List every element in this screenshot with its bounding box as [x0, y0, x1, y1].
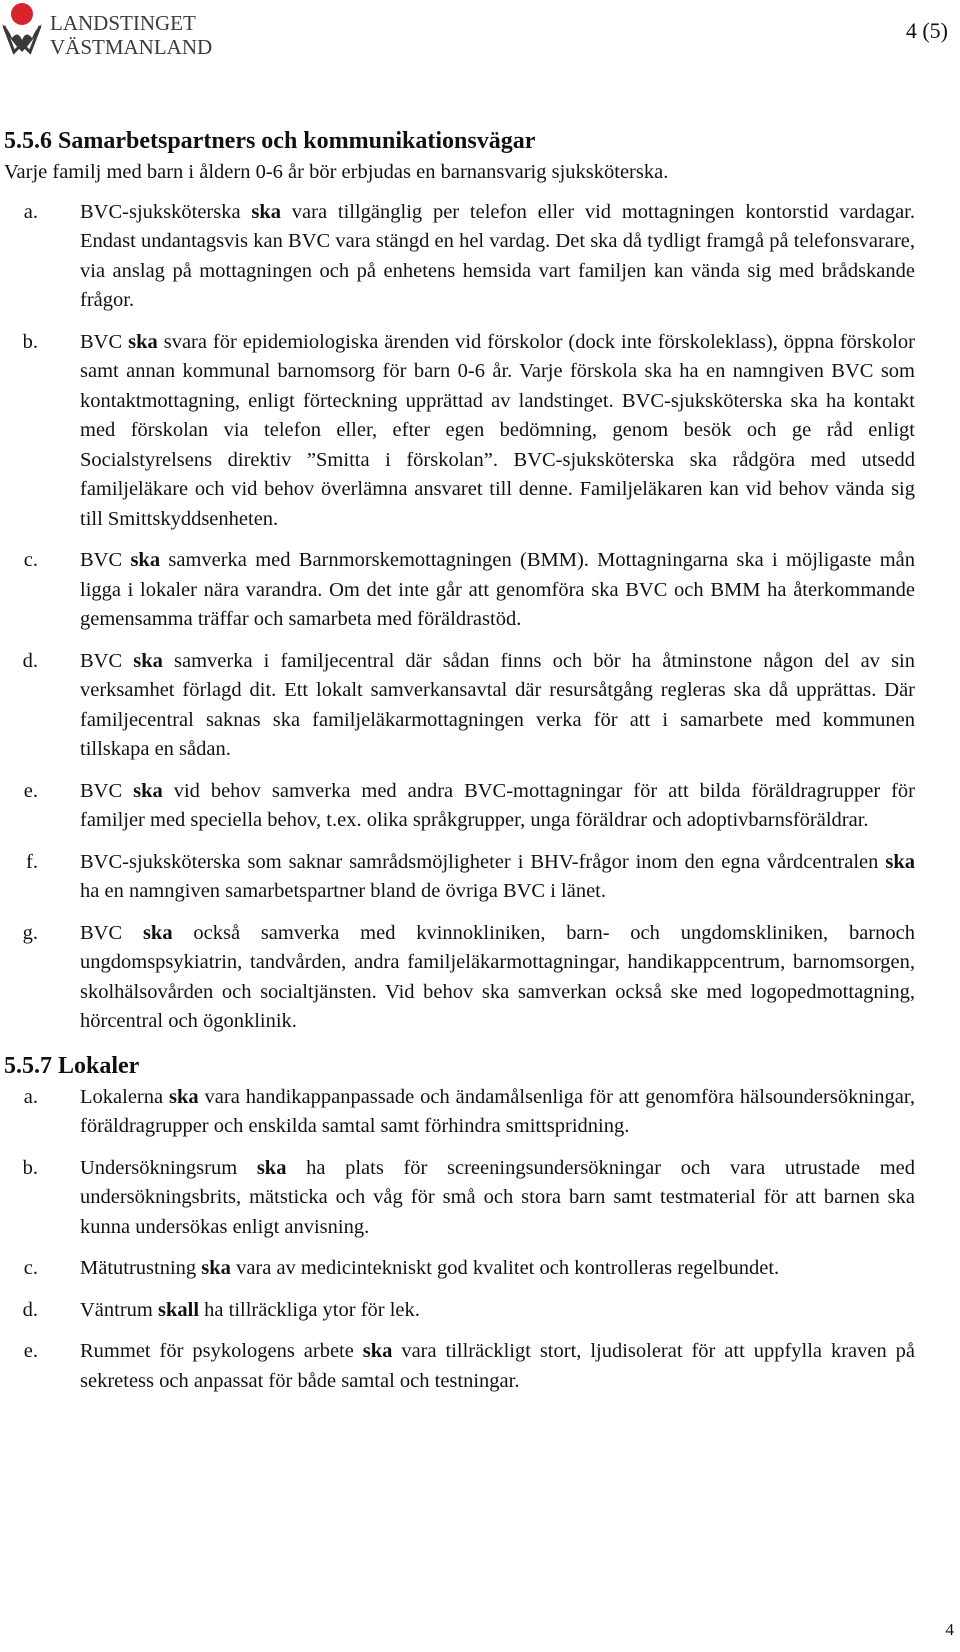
footer-page-number: 4 — [945, 1620, 954, 1639]
list-item-letter: f. — [26, 850, 38, 873]
list-item-emphasis: skall — [158, 1298, 200, 1321]
list-item-text — [80, 777, 915, 836]
list-item-letter: a. — [23, 200, 38, 223]
list-item-letter: b. — [22, 1156, 38, 1179]
list-item-text-post: också samverka med kvinnokliniken, barn- och ungdomskliniken, barnoch ungdomspsykiatrin, tandvården, andra familjeläkarmottagningar, handikappcentrum, barnomsorgen, skolhälsovården och socialtjänsten. Vid behov ska samverkan också ske med logopedmottagning, hörcentral och ögonklinik. — [80, 921, 915, 1032]
list-item-emphasis: ska — [885, 850, 915, 873]
list-item-text-post: ha plats för screeningsundersökningar och vara utrustade med undersökningsbrits, mätsticka och våg för små och stora barn samt testmaterial för att barnen ska kunna undersökas enligt anvisning. — [80, 1156, 915, 1238]
list-item-text-post: vara handikappanpassade och ändamålsenliga för att genomföra hälsoundersökningar, föräldragrupper och enskilda samtal samt förhindra smittspridning. — [80, 1085, 915, 1137]
list-item-text-post: vara av medicintekniskt god kvalitet och kontrolleras regelbundet. — [230, 1257, 780, 1279]
list-item-emphasis: ska — [251, 200, 282, 223]
list-item-text-post: ha en namngiven samarbetspartner bland de övriga BVC i länet. — [80, 880, 607, 902]
list-item-text-pre: BVC-sjuksköterska som saknar samrådsmöjligheter i BHV-frågor inom den egna vårdcentralen — [80, 850, 886, 873]
list-item-text-pre: BVC-sjuksköterska — [80, 200, 252, 223]
section-heading-samarbetspartners: 5.5.6 Samarbetspartners och kommunikationsvägar — [4, 128, 536, 154]
list-item-text — [80, 1337, 915, 1396]
list-item — [0, 328, 960, 535]
logo-line1: LANDSTINGET — [50, 11, 196, 35]
list-item-emphasis: ska — [142, 921, 173, 944]
section-intro: Varje familj med barn i åldern 0-6 år bör erbjudas en barnansvarig sjuksköterska. — [4, 161, 669, 183]
list-item — [0, 647, 960, 765]
list-item-text-pre: BVC — [80, 549, 131, 571]
list-item-emphasis: ska — [362, 1340, 393, 1362]
list-item-text-pre: Mätutrustning — [80, 1257, 202, 1279]
list-item-text-post: svara för epidemiologiska ärenden vid förskolor (dock inte förskoleklass), öppna förskolor samt annan kommunal barnomsorg för barn 0-6 år. Varje förskola ska ha en namngiven BVC som kontaktmottagning, enligt förteckning upprättad av landstinget. BVC-sjuksköterska ska ha kontakt med förskolan via telefon eller, efter egen bedömning, genom besök och ge råd enligt Socialstyrelsens direktiv ”Smitta i förskolan”. BVC-sjuksköterska ska rådgöra med utsedd familjeläkare och vid behov överlämna ansvaret till denne. Familjeläkaren kan vid behov vända sig till Smittskyddsenheten. — [80, 330, 915, 530]
list-item-text-post: samverka med Barnmorskemottagningen (BMM). Mottagningarna ska i möjligaste mån ligga i lokaler nära varandra. Om det inte går att genomföra ska BVC och BMM ha återkommande gemensamma träffar och samarbeta med föräldrastöd. — [80, 549, 915, 630]
list-item-text — [80, 919, 915, 1037]
list-item-text-pre: BVC — [80, 921, 143, 944]
list-item-emphasis: ska — [169, 1085, 199, 1108]
list-item — [0, 848, 960, 907]
list-item-letter: b. — [22, 330, 38, 353]
list-item — [0, 777, 960, 836]
list-item-text-pre: BVC — [80, 649, 134, 672]
list-item-letter: c. — [23, 1257, 38, 1279]
list-item — [0, 1337, 960, 1396]
list-item-emphasis: ska — [256, 1156, 287, 1179]
list-item-text — [80, 1254, 915, 1284]
list-item-text-pre: Lokalerna — [80, 1085, 169, 1108]
document-body — [0, 124, 960, 1408]
list-item-text — [80, 328, 915, 535]
list-item-text — [80, 647, 915, 765]
list-item-letter: e. — [23, 1340, 38, 1362]
section2-list — [0, 1083, 960, 1397]
logo-line2: VÄSTMANLAND — [50, 35, 213, 59]
list-item-emphasis: ska — [128, 330, 158, 353]
list-item-letter: a. — [23, 1085, 38, 1108]
list-item-letter: c. — [23, 549, 38, 571]
list-item-letter: d. — [22, 1298, 38, 1321]
list-item-text-pre: Rummet för psykologens arbete — [80, 1340, 363, 1362]
list-item-text-post: vid behov samverka med andra BVC-mottagningar för att bilda föräldragrupper för familjer med speciella behov, t.ex. olika språkgrupper, unga föräldrar och adoptivbarnsföräldrar. — [80, 779, 916, 831]
page-indicator: 4 (5) — [905, 18, 948, 43]
list-item-letter: d. — [22, 649, 38, 672]
list-item-text — [80, 848, 915, 907]
list-item-emphasis: ska — [133, 779, 163, 802]
list-item-text — [80, 546, 915, 635]
landstinget-vastmanland-logo — [0, 0, 215, 62]
list-item-text-post: ha tillräckliga ytor för lek. — [199, 1298, 420, 1321]
list-item-emphasis: ska — [130, 549, 161, 571]
list-item-emphasis: ska — [133, 649, 163, 672]
list-item-text-pre: BVC — [80, 330, 129, 353]
list-item-text-post: vara tillräckligt stort, ljudisolerat för att uppfylla kraven på sekretess och anpassat för både samtal och testningar. — [80, 1340, 915, 1392]
list-item — [0, 1083, 960, 1142]
list-item-text — [80, 1154, 915, 1243]
list-item-text-pre: Undersökningsrum — [80, 1156, 257, 1179]
list-item-letter: g. — [22, 921, 38, 944]
list-item-text-post: samverka i familjecentral där sådan finns och bör ha åtminstone någon del av sin verksamhet förlagd dit. Ett lokalt samverkansavtal där resursåtgång regleras ska då upprättas. Där familjecentral saknas ska familjeläkarmottagningen verka för att i samarbete med kommunen tillskapa en sådan. — [80, 649, 915, 760]
list-item — [0, 1254, 960, 1284]
list-item-emphasis: ska — [201, 1257, 231, 1279]
list-item — [0, 1154, 960, 1243]
list-item — [0, 546, 960, 635]
list-item-text-post: vara tillgänglig per telefon eller vid mottagningen kontorstid vardagar. Endast undantagsvis kan BVC vara stängd en hel vardag. Det ska då tydligt framgå på telefonsvarare, via anslag på mottagningen och på enhetens hemsida vart familjen kan vända sig med brådskande frågor. — [80, 200, 915, 311]
list-item-text — [80, 1296, 915, 1326]
list-item — [0, 919, 960, 1037]
list-item — [0, 198, 960, 316]
list-item-letter: e. — [23, 779, 38, 802]
section-heading-lokaler: 5.5.7 Lokaler — [4, 1052, 140, 1079]
list-item — [0, 1296, 960, 1326]
list-item-text-pre: BVC — [80, 779, 134, 802]
list-item-text — [80, 198, 915, 316]
list-item-text-pre: Väntrum — [80, 1298, 158, 1321]
section1-list — [0, 198, 960, 1037]
list-item-text — [80, 1083, 915, 1142]
